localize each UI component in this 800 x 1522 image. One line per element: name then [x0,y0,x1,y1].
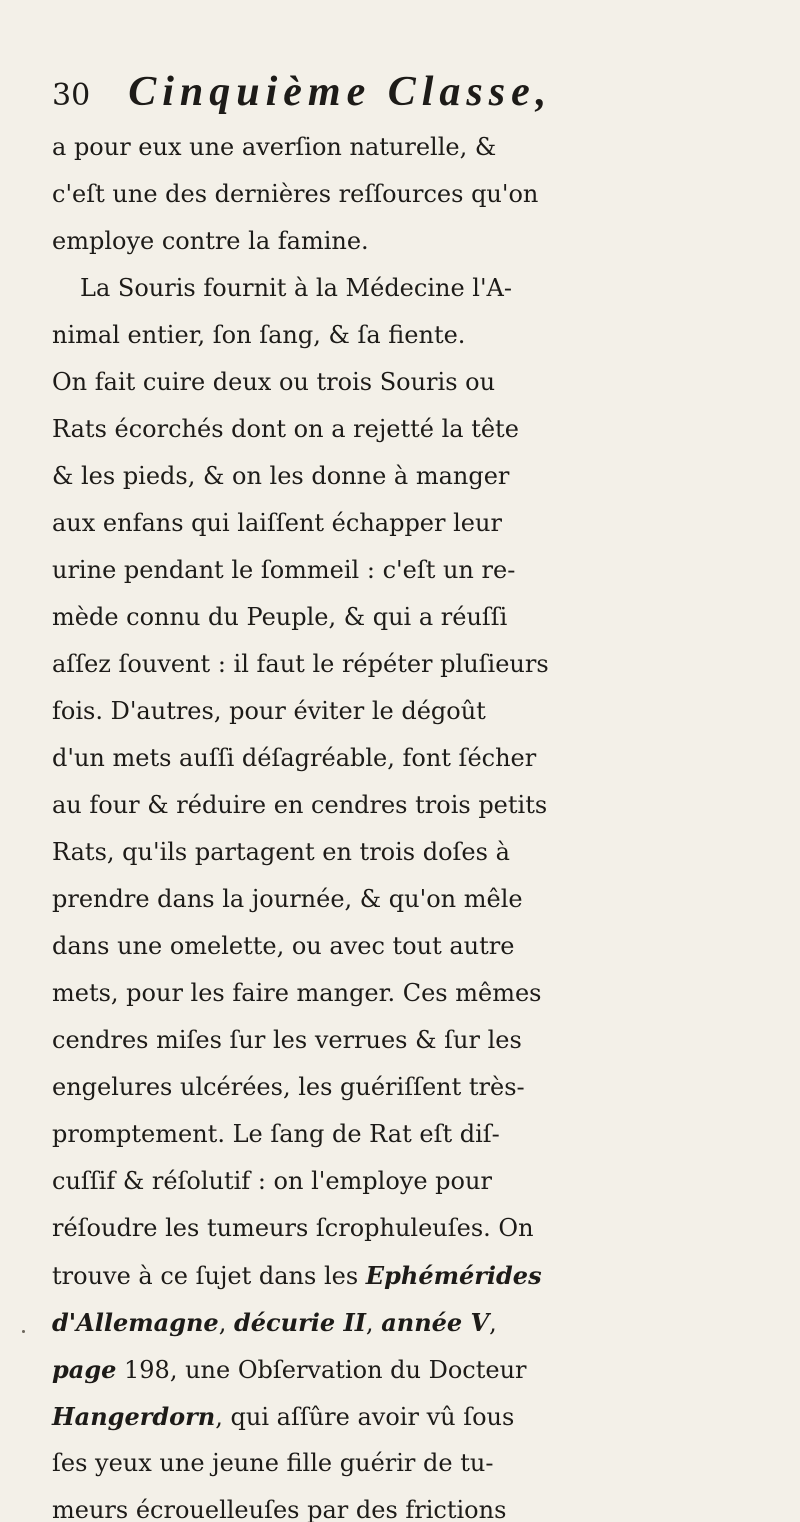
text-line: réſoudre les tumeurs ſcrophuleuſes. On [52,1214,534,1242]
text-line: a pour eux une averſion naturelle, & [52,133,497,161]
text-line: dans une omelette, ou avec tout autre [52,932,515,960]
text-line: Rats, qu'ils partagent en trois doſes à [52,838,510,866]
text-segment: , [365,1309,382,1337]
italic-title: année V [381,1308,490,1337]
text-segment: , [489,1309,497,1337]
text-line: aux enfans qui laiſſent échapper leur [52,509,502,537]
page-header [50,64,770,120]
text-line: urine pendant le ſommeil : c'eſt un re- [52,556,516,584]
ink-spot [22,1330,25,1333]
text-line: aſſez ſouvent : il faut le répéter pluſieurs [52,650,549,678]
text-line: cendres miſes ſur les verrues & ſur les [52,1026,522,1054]
text-line [52,1299,792,1346]
text-line: mets, pour les faire manger. Ces mêmes [52,979,542,1007]
italic-word: page [52,1355,117,1384]
text-segment: 198, une Obſervation du Docteur [116,1356,527,1384]
text-line: fois. D'autres, pour éviter le dégoût [52,697,486,725]
text-line: meurs écrouelleuſes par des frictions [52,1496,507,1522]
text-segment: trouve à ce ſujet dans les [52,1262,359,1290]
text-line: c'eſt une des dernières reſſources qu'on [52,180,539,208]
running-head: Cinquième Classe, [128,69,553,115]
text-line: Rats écorchés dont on a rejetté la tête [52,415,519,443]
text-line [52,1252,792,1299]
text-line: mède connu du Peuple, & qui a réuſſi [52,603,508,631]
text-line: d'un mets auſſi déſagréable, font ſécher [52,744,537,772]
text-line: nimal entier, ſon ſang, & ſa fiente. [52,321,466,349]
italic-title: Ephémérides [365,1261,542,1290]
italic-title: d'Allemagne [52,1308,219,1337]
text-line: au four & réduire en cendres trois petits [52,791,548,819]
text-line [52,1393,792,1440]
text-segment: , [218,1309,234,1337]
text-line: employe contre la famine. [52,227,369,255]
italic-title: décurie II [233,1308,366,1337]
text-line [52,1346,792,1393]
text-segment: , qui aſſûre avoir vû ſous [215,1403,515,1431]
text-line: cuſſif & réſolutif : on l'employe pour [52,1167,492,1195]
text-line: engelures ulcérées, les guériſſent très- [52,1073,525,1101]
italic-name: Hangerdorn [52,1402,216,1431]
text-line: ſes yeux une jeune fille guérir de tu- [52,1449,494,1477]
text-line: La Souris fournit à la Médecine l'A- [80,274,512,302]
text-line: & les pieds, & on les donne à manger [52,462,510,490]
text-line: prendre dans la journée, & qu'on mêle [52,885,523,913]
page-number: 30 [52,78,91,113]
body-text [52,124,792,1522]
text-line: promptement. Le ſang de Rat eſt diſ- [52,1120,500,1148]
text-line: On fait cuire deux ou trois Souris ou [52,368,496,396]
